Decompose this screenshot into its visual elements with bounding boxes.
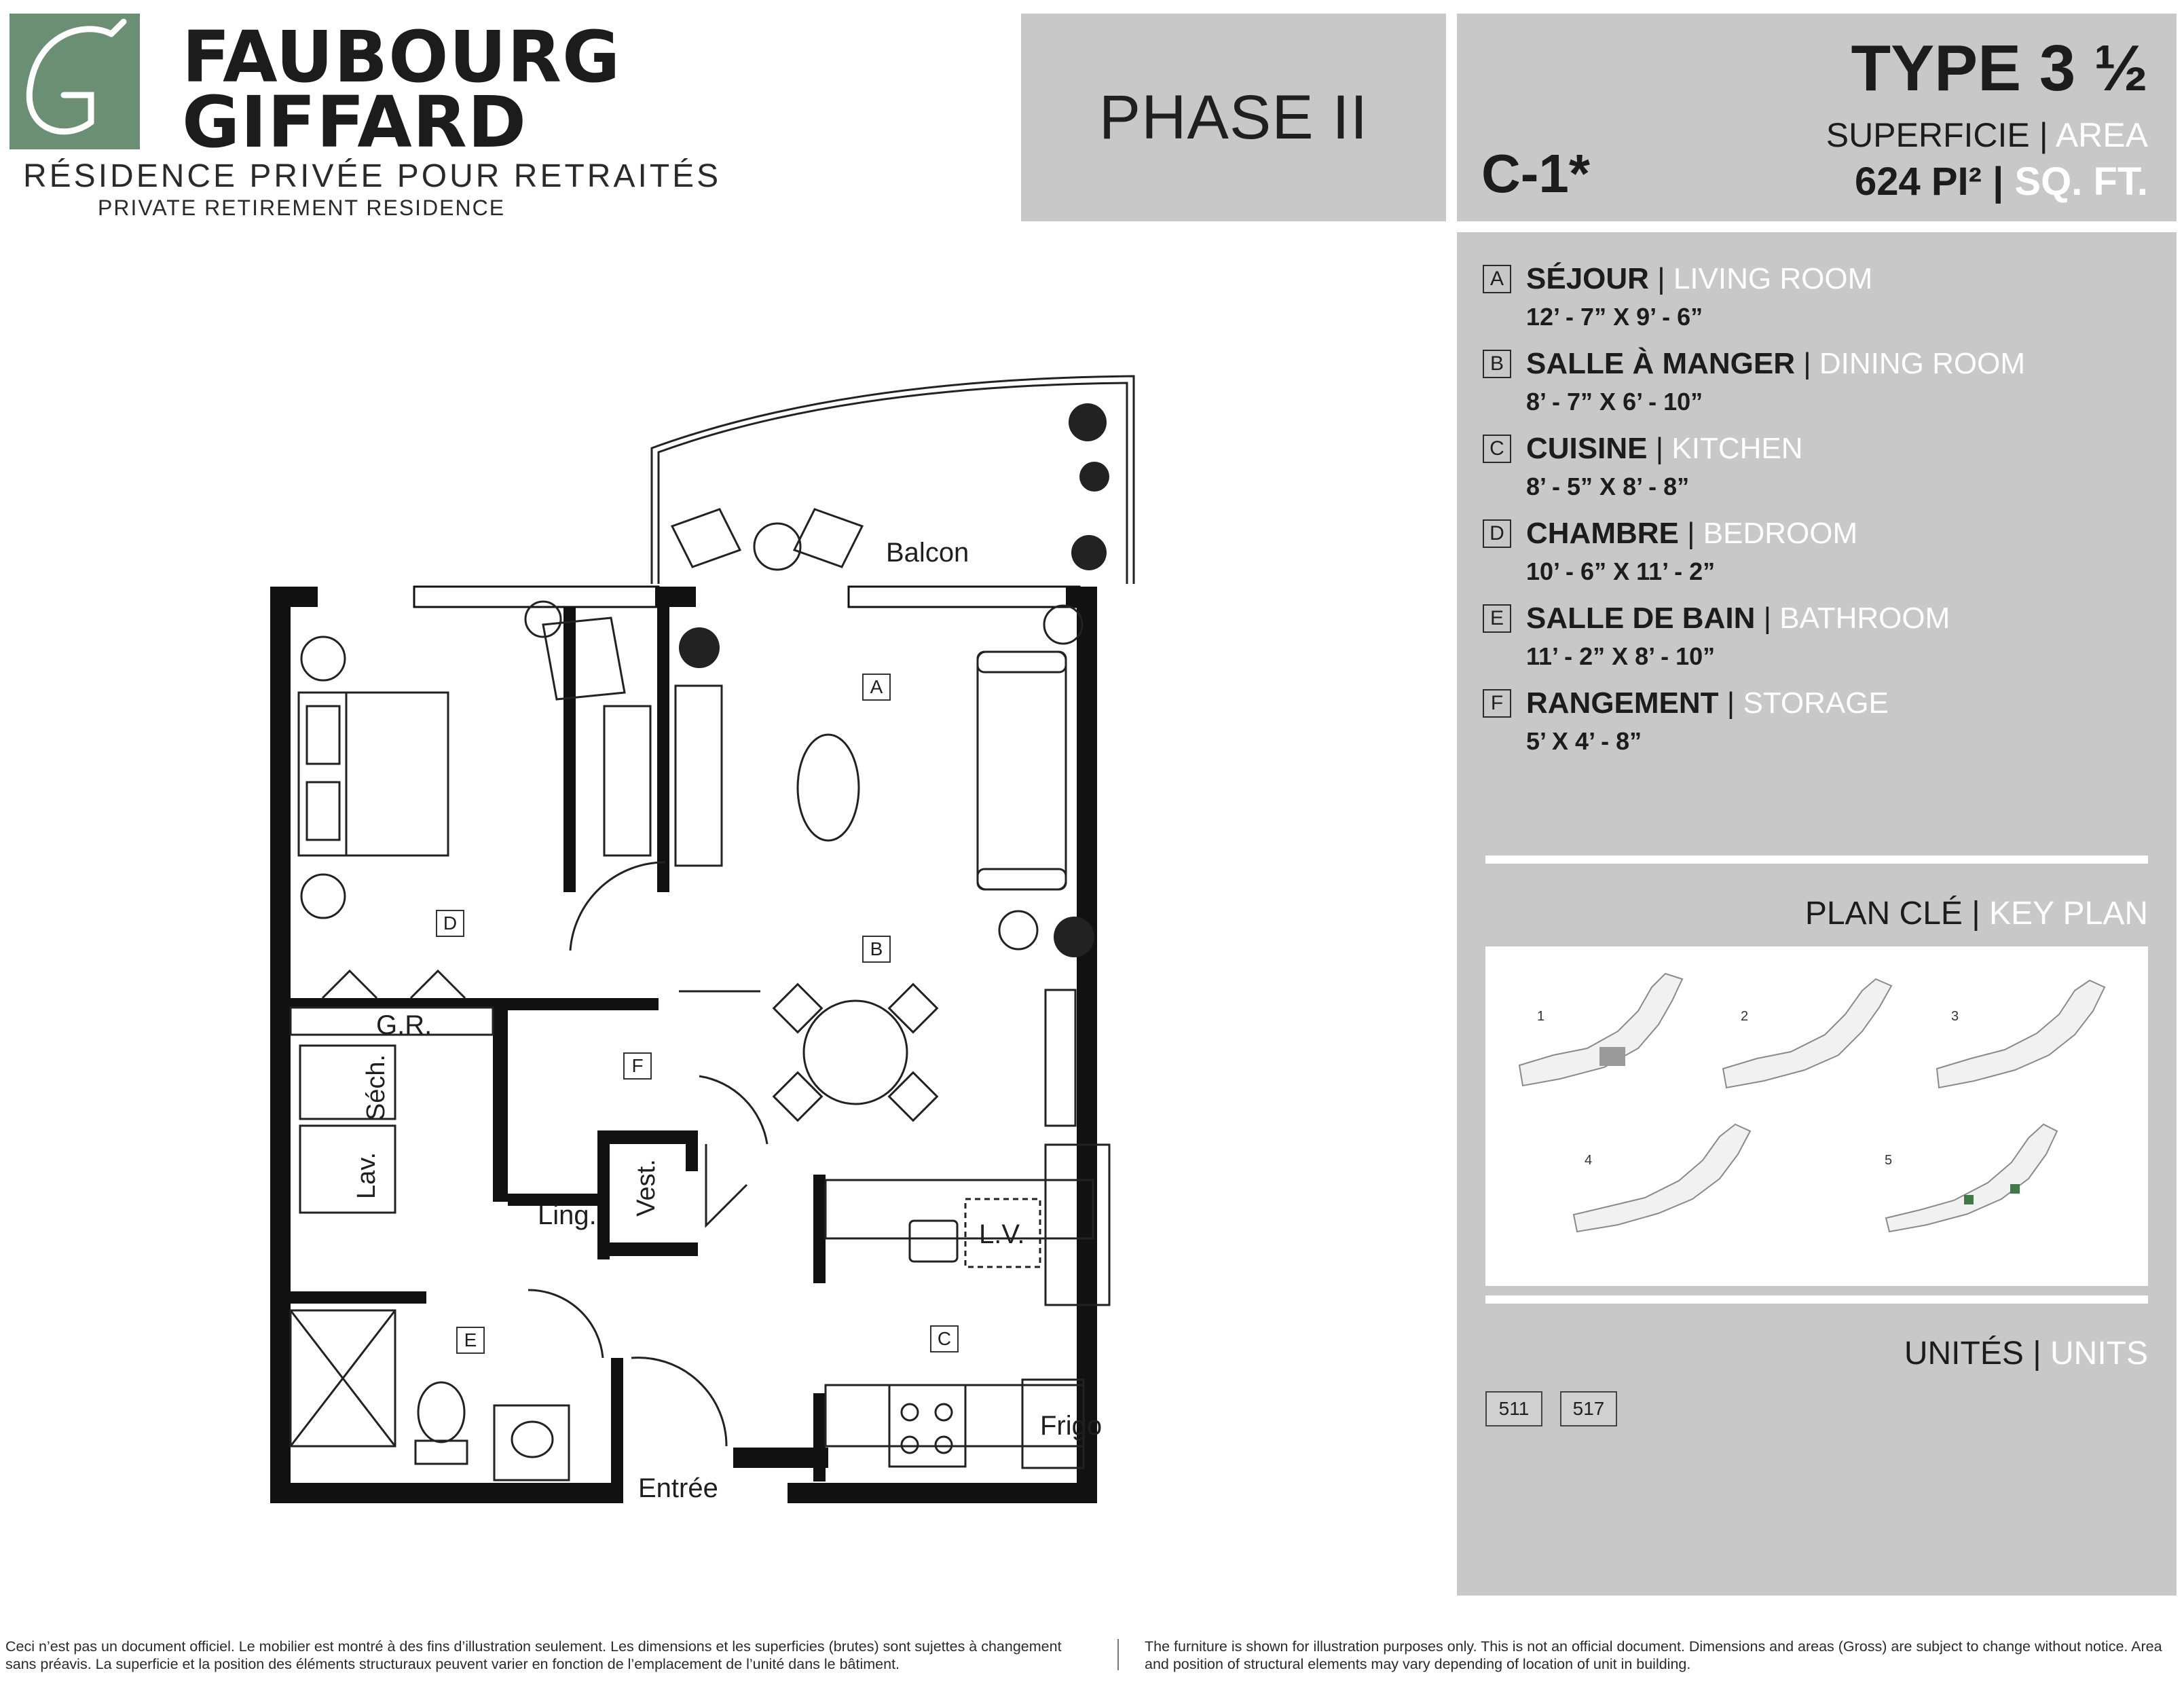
sideboard — [1045, 990, 1075, 1126]
bedroom-furniture — [291, 602, 665, 1035]
room-dimensions: 5’ X 4’ - 8” — [1526, 727, 1642, 755]
room-name — [1526, 602, 1950, 636]
room-letter-badge: A — [1483, 265, 1511, 293]
disclaimer-en: The furniture is shown for illustration purposes only. This is not an official document. Dimensions and areas (Gross) are subject to change without notice. Area and position of structural elements may vary depending of location of unit in building. — [1145, 1638, 2162, 1672]
keyplan-floor-2 — [1723, 979, 1891, 1088]
entry-door-swing — [631, 1358, 726, 1446]
details-panel — [1457, 232, 2177, 1596]
dining-chair — [774, 1073, 822, 1121]
room-dimensions: 8’ - 5” X 8’ - 8” — [1526, 473, 1690, 500]
room-badge-e: E — [456, 1327, 485, 1354]
room-name — [1526, 432, 1803, 466]
door-swing — [699, 1076, 767, 1144]
unit-number-badge: 517 — [1560, 1391, 1617, 1426]
closet-doors — [706, 1144, 747, 1226]
keyplan-floor-number: 2 — [1741, 1009, 1749, 1024]
fridge-label: Frigo — [1040, 1411, 1103, 1441]
separator: | — [2033, 1336, 2041, 1371]
separator: | — [1687, 517, 1695, 550]
keyplan-unit-highlight — [1599, 1047, 1625, 1066]
room-name-fr: RANGEMENT — [1526, 686, 1719, 720]
dining-table — [804, 1001, 907, 1104]
room-name — [1526, 262, 1872, 296]
separator: | — [1726, 686, 1735, 720]
keyplan-floor-4 — [1574, 1124, 1750, 1232]
room-name — [1526, 517, 1857, 551]
room-name-en: LIVING ROOM — [1673, 262, 1873, 295]
room-badge-f: F — [623, 1052, 652, 1080]
sofa — [978, 652, 1066, 889]
balcony-chair — [672, 509, 740, 567]
area-value — [1855, 159, 2148, 204]
area-label-en: AREA — [2055, 116, 2148, 154]
separator: | — [2039, 116, 2048, 154]
separator: | — [1763, 602, 1772, 635]
vanity — [494, 1405, 569, 1480]
area-value-en: SQ. FT. — [2014, 160, 2148, 204]
logo-mark — [10, 14, 140, 149]
dresser — [604, 706, 650, 855]
separator: | — [1972, 896, 1980, 932]
room-name-en: DINING ROOM — [1819, 347, 2026, 380]
vestibule-label: Vest. — [631, 1159, 661, 1217]
room-dimensions: 11’ - 2” X 8’ - 10” — [1526, 642, 1716, 670]
room-letter-badge: F — [1483, 689, 1511, 718]
sink-icon — [512, 1422, 553, 1457]
units-title — [1904, 1335, 2148, 1372]
keyplan-floor-3 — [1937, 980, 2105, 1088]
bed — [299, 693, 448, 855]
plant-icon — [679, 627, 720, 668]
coffee-table — [798, 735, 859, 841]
area-value-fr: 624 PI² — [1854, 160, 1982, 204]
keyplan-title-en: KEY PLAN — [1989, 896, 2148, 932]
dishwasher-label: L.V. — [979, 1219, 1025, 1249]
room-badge-b: B — [862, 936, 891, 963]
room-letter-badge: C — [1483, 435, 1511, 463]
floor-plan-drawing — [258, 367, 1154, 1521]
tagline-en: PRIVATE RETIREMENT RESIDENCE — [98, 196, 506, 220]
kitchen-island — [826, 1180, 1093, 1238]
plant-icon — [1071, 535, 1107, 570]
keyplan-image — [1485, 946, 2148, 1286]
room-name-fr: CHAMBRE — [1526, 517, 1679, 550]
keyplan-floor-number: 4 — [1585, 1153, 1593, 1168]
separator: | — [1657, 262, 1665, 295]
keyplan-floor-number: 5 — [1885, 1153, 1893, 1168]
room-name-fr: SALLE DE BAIN — [1526, 602, 1756, 635]
door-swing — [528, 1290, 603, 1358]
plant-icon — [1054, 917, 1094, 957]
room-letter-badge: B — [1483, 350, 1511, 378]
keyplan-floor-number: 3 — [1951, 1009, 1959, 1024]
room-dimensions: 8’ - 7” X 6’ - 10” — [1526, 388, 1703, 416]
tv-unit — [675, 686, 722, 866]
room-badge-a: A — [862, 674, 891, 701]
units-title-fr: UNITÉS — [1904, 1336, 2024, 1371]
g-monogram-icon — [10, 14, 140, 149]
units-title-en: UNITS — [2050, 1336, 2148, 1371]
room-letter-badge: D — [1483, 519, 1511, 548]
closet-doors — [322, 971, 465, 998]
entry-label: Entrée — [638, 1473, 718, 1503]
room-name-fr: SÉJOUR — [1526, 262, 1649, 295]
plant-icon — [1079, 462, 1109, 492]
lamp-icon — [301, 637, 345, 680]
phase-box — [1021, 14, 1446, 221]
disclaimer-fr: Ceci n’est pas un document officiel. Le mobilier est montré à des fins d’illustration seulement. Les dimensions et les superficies (brutes) sont sujettes à changement sans préavis. La superficie et la position des éléments structuraux peuvent varier en fonction de l’emplacement de l’unité dans le bâtiment. — [5, 1638, 1062, 1672]
room-name — [1526, 347, 2025, 381]
bathroom-laundry — [291, 1046, 747, 1480]
room-name-en: BATHROOM — [1779, 602, 1950, 635]
keyplan-title-fr: PLAN CLÉ — [1804, 896, 1963, 932]
brand-name-line1: FAUBOURG — [182, 16, 621, 98]
phase-label: PHASE II — [1098, 82, 1369, 152]
lamp-icon — [1044, 606, 1082, 644]
toilet-icon — [418, 1382, 464, 1442]
dryer-label: Séch. — [362, 1054, 391, 1121]
balcony-label: Balcon — [886, 538, 969, 568]
plants — [679, 403, 1109, 957]
room-name-en: KITCHEN — [1671, 432, 1803, 465]
tagline-fr: RÉSIDENCE PRIVÉE POUR RETRAITÉS — [23, 158, 722, 194]
unit-type-box — [1457, 14, 2177, 221]
sink-icon — [910, 1221, 957, 1262]
dining-chair — [889, 984, 938, 1033]
keyplan-floor-number: 1 — [1537, 1009, 1545, 1024]
room-dimensions: 12’ - 7” X 9’ - 6” — [1526, 303, 1703, 331]
footer-separator — [1117, 1639, 1119, 1670]
keyplan-buildings — [1485, 946, 2148, 1286]
stove — [889, 1385, 965, 1467]
dining-chair — [889, 1073, 938, 1121]
lamp-icon — [999, 911, 1037, 949]
brand-name-line2: GIFFARD — [182, 81, 528, 164]
keyplan-unit-highlight — [1964, 1195, 1974, 1204]
keyplan-unit-highlight — [2010, 1184, 2020, 1194]
room-dimensions: 10’ - 6” X 11’ - 2” — [1526, 557, 1716, 585]
door-swing — [570, 862, 665, 951]
plant-icon — [1069, 403, 1107, 441]
area-label-fr: SUPERFICIE — [1826, 116, 2030, 154]
separator: | — [1993, 160, 2004, 204]
room-badge-c: C — [930, 1325, 959, 1352]
room-name-en: STORAGE — [1743, 686, 1889, 720]
separator: | — [1655, 432, 1664, 465]
linen-label: Ling. — [538, 1200, 597, 1230]
dining-chair — [774, 984, 822, 1033]
keyplan-title — [1805, 895, 2148, 932]
section-divider — [1485, 855, 2148, 864]
section-divider — [1485, 1295, 2148, 1304]
room-name-en: BEDROOM — [1703, 517, 1858, 550]
room-name-fr: CUISINE — [1526, 432, 1648, 465]
room-name-fr: SALLE À MANGER — [1526, 347, 1795, 380]
room-badge-d: D — [436, 910, 464, 937]
armchair — [543, 618, 625, 699]
balcony-chair — [794, 509, 862, 567]
room-letter-badge: E — [1483, 604, 1511, 633]
area-label — [1826, 115, 2148, 155]
unit-number-badge: 511 — [1485, 1391, 1542, 1426]
keyplan-floor-5 — [1886, 1124, 2057, 1232]
lamp-icon — [301, 874, 345, 918]
separator: | — [1803, 347, 1811, 380]
balcony-furniture — [672, 509, 862, 570]
balcony-table — [754, 523, 800, 570]
unit-type-title: TYPE 3 ½ — [1851, 32, 2148, 105]
floor-plan — [258, 367, 1154, 1521]
washer-label: Lav. — [352, 1152, 382, 1200]
keyplan-floor-1 — [1519, 974, 1682, 1086]
room-name — [1526, 686, 1889, 720]
unit-code: C-1* — [1481, 143, 1591, 204]
closet-label: G.R. — [376, 1010, 432, 1040]
